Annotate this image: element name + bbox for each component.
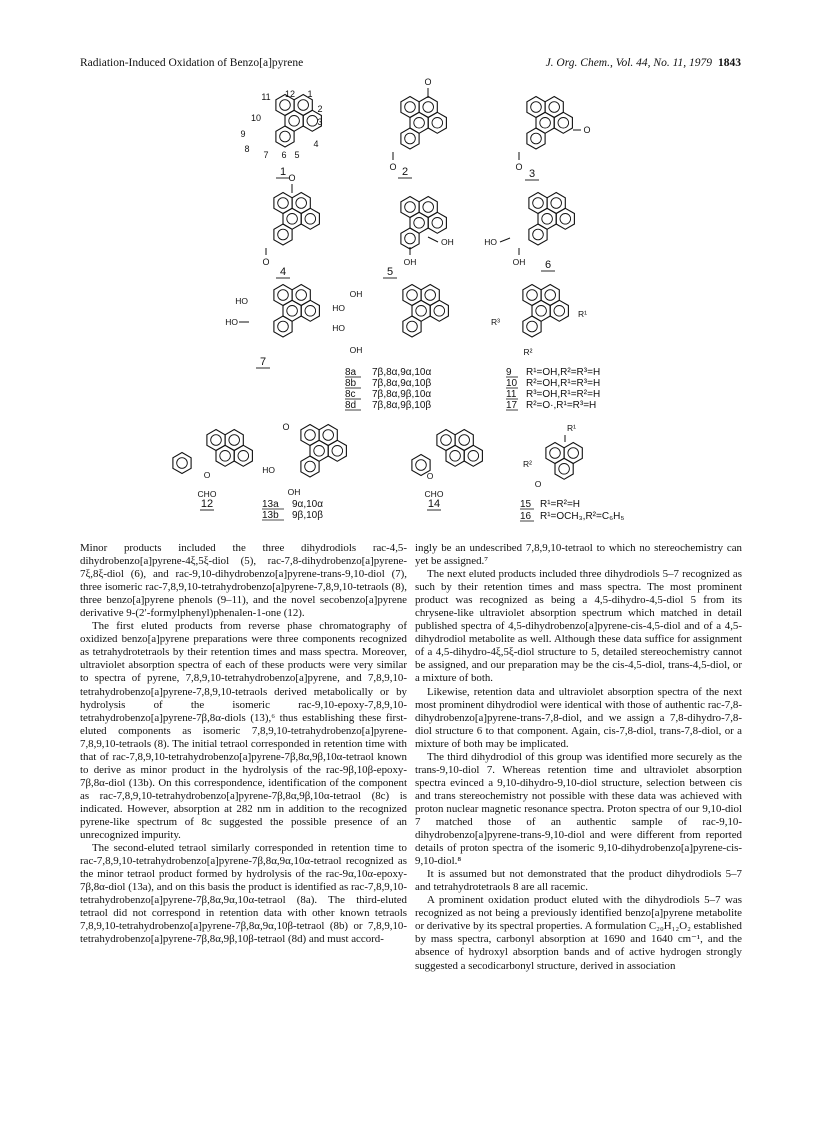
compound-number: 14 xyxy=(427,498,441,510)
ring-bond xyxy=(529,224,547,245)
aromatic-circle xyxy=(220,451,231,462)
hydroxyl-label: OH xyxy=(287,487,301,497)
running-title: Radiation-Induced Oxidation of Benzo[a]pyrene xyxy=(80,57,304,69)
hydroxyl-label: OH xyxy=(512,257,526,267)
hydroxyl-label: HO xyxy=(262,465,275,475)
ring-bond xyxy=(550,300,568,321)
phenalenone-label: 15 xyxy=(520,499,532,510)
tetraol-label: 8c xyxy=(345,389,356,400)
compound-number: 2 xyxy=(401,166,409,178)
aromatic-circle xyxy=(405,202,416,213)
ring-bond xyxy=(276,126,294,147)
aromatic-circle xyxy=(298,100,309,111)
aromatic-circle xyxy=(305,430,316,441)
aromatic-circle xyxy=(416,460,427,471)
aromatic-circle xyxy=(407,321,418,332)
aromatic-circle xyxy=(432,118,443,129)
aromatic-circle xyxy=(527,321,538,332)
compound-number: 7 xyxy=(259,356,267,368)
substituent-r2: R² xyxy=(523,347,533,357)
ring-bond xyxy=(301,456,319,477)
aldehyde-label: CHO xyxy=(424,489,444,499)
ring-bond xyxy=(464,445,482,466)
locant-number: 1 xyxy=(307,89,313,99)
aromatic-circle xyxy=(296,290,307,301)
aromatic-circle xyxy=(305,214,316,225)
compound-5 xyxy=(383,197,454,279)
phenol-label: 10 xyxy=(506,378,518,389)
aromatic-circle xyxy=(177,458,188,469)
substituent-r2: R² xyxy=(523,459,532,469)
locant-number: 9 xyxy=(240,129,246,139)
substituent-descriptor: R²=O·,R¹=R³=H xyxy=(526,400,597,411)
paragraph: The second-eluted tetraol similarly corresponded in retention time to rac-7,8,9,10-tetrahydrobenzo[a]pyrene-7β,8α,9α,10α-tetraol recognized as the minor tetraol product formed by hydrolysis of the rac-9α,10α-epoxy-7β,8α-diol (13a), and on this basis the product is identified as rac-7,8,9,10-tetrahydrobenzo[a]pyrene-7β,8α,9α,10α-tetraol (8a). The third-eluted tetraol did not correspond in retention data with other known tetraols 7,8,9,10-tetrahydrobenzo[a]pyrene-7β,8α,9α,10β-tetraol (8b) or 7,8,9,10-tetrahydrobenzo[a]pyrene-7β,8α,9β,10β-tetraol (8d) and must accord- xyxy=(80,842,407,946)
aromatic-circle xyxy=(289,116,300,127)
phenol-label: 11 xyxy=(506,389,517,400)
hydroxyl-label: HO xyxy=(225,317,238,327)
hydroxyl-label: OH xyxy=(349,289,363,299)
hydroxyl-label: OH xyxy=(349,345,363,355)
oxygen-label: O xyxy=(203,470,211,480)
aromatic-circle xyxy=(549,102,560,113)
aromatic-circle xyxy=(229,435,240,446)
oxygen-label: O xyxy=(534,479,542,489)
text-column-left xyxy=(80,542,407,946)
citation-text: J. Org. Chem., Vol. 44, No. 11, 1979 xyxy=(545,57,712,69)
aromatic-circle xyxy=(307,116,318,127)
paragraph: Minor products included the three dihydrodiols rac-4,5-dihydrobenzo[a]pyrene-4ξ,5ξ-diol (5), rac-7,8-dihydrobenzo[a]pyrene-7ξ,8ξ-diol (6), and rac-9,10-dihydrobenzo[a]pyrene-trans-9,10-diol (7), three isomeric rac-7,8,9,10-tetrahydrobenzo[a]pyrene-7,8,9,10-tetraols (8), three benzo[a]pyrene phenols (9–11), and the novel secobenzo[a]pyrene derivative 9-(2′-formylphenyl)phenalen-1-one (12). xyxy=(80,542,407,620)
locant-number: 11 xyxy=(261,92,271,102)
oxygen-label: O xyxy=(583,125,591,135)
ring-bond xyxy=(234,445,252,466)
aromatic-circle xyxy=(568,448,579,459)
page-number: 1843 xyxy=(718,57,741,69)
oxygen-label: O xyxy=(515,162,523,172)
ring-bond xyxy=(523,316,541,337)
stereo-descriptor: 7β,8α,9α,10β xyxy=(372,378,432,389)
aromatic-circle xyxy=(305,461,316,472)
aldehyde-label: CHO xyxy=(197,489,217,499)
compound-1 xyxy=(240,89,322,178)
paragraph: Likewise, retention data and ultraviolet absorption spectra of the next most prominent dihydrodiol were identical with those of authentic rac-7,8-dihydrobenzo[a]pyrene-trans-7,8-diol, and we assign a 7,8-dihydro-7,8-diol structure 6 to that component. Again, cis-7,8-diol, trans-7,8-diol, or a mixture of both may be implicated. xyxy=(415,685,742,750)
aromatic-circle xyxy=(278,321,289,332)
aromatic-circle xyxy=(278,198,289,209)
aromatic-circle xyxy=(531,102,542,113)
aromatic-circle xyxy=(450,451,461,462)
ring-bond xyxy=(527,128,545,149)
compound-7 xyxy=(225,285,319,369)
phenol-label: 9 xyxy=(506,367,512,378)
compound-2 xyxy=(389,77,446,178)
ring-bond xyxy=(328,440,346,461)
aromatic-circle xyxy=(527,290,538,301)
ring-bond xyxy=(401,128,419,149)
ring-bond xyxy=(301,300,319,321)
substituent-descriptor: R¹=OCH₃,R²=C₆H₅ xyxy=(540,511,625,522)
substituent-r3: R³ xyxy=(491,317,500,327)
ring-bond xyxy=(430,300,448,321)
aromatic-circle xyxy=(425,290,436,301)
compound-15-16 xyxy=(520,423,624,522)
aromatic-circle xyxy=(559,464,570,475)
aromatic-circle xyxy=(280,100,291,111)
ring-bond xyxy=(216,445,234,466)
aromatic-circle xyxy=(542,214,553,225)
substituent-descriptor: R¹=R²=H xyxy=(540,499,581,510)
ring-bond xyxy=(554,112,572,133)
substituent-bond xyxy=(500,238,510,242)
substituent-r1: R¹ xyxy=(567,423,576,433)
locant-number: 6 xyxy=(281,150,287,160)
stereo-descriptor: 7β,8α,9α,10α xyxy=(372,367,432,378)
structures-figure xyxy=(0,77,821,535)
aromatic-circle xyxy=(278,290,289,301)
aromatic-circle xyxy=(287,306,298,317)
ring-bond xyxy=(428,212,446,233)
aromatic-circle xyxy=(416,306,427,317)
aromatic-circle xyxy=(314,446,325,457)
compound-12 xyxy=(173,430,253,511)
compound-3 xyxy=(515,97,590,181)
aromatic-circle xyxy=(554,306,565,317)
paragraph: ingly be an undescribed 7,8,9,10-tetraol to which no stereochemistry can yet be assigned.⁷ xyxy=(415,542,742,568)
compound-13 xyxy=(262,422,346,521)
aromatic-circle xyxy=(305,306,316,317)
aromatic-circle xyxy=(459,435,470,446)
stereo-descriptor: 9β,10β xyxy=(292,510,323,521)
substituent-bond xyxy=(428,237,438,242)
aromatic-circle xyxy=(434,306,445,317)
locant-number: 5 xyxy=(294,150,300,160)
oxygen-label: O xyxy=(288,173,296,183)
ring-bond xyxy=(274,224,292,245)
ring-bond xyxy=(446,445,464,466)
aromatic-circle xyxy=(550,448,561,459)
aromatic-circle xyxy=(323,430,334,441)
compound-4 xyxy=(262,173,319,278)
aromatic-circle xyxy=(287,214,298,225)
compound-number: 5 xyxy=(386,266,394,278)
aromatic-circle xyxy=(296,198,307,209)
aromatic-circle xyxy=(533,229,544,240)
paragraph: A prominent oxidation product eluted with the dihydrodiols 5–7 was recognized as not being a previously identified benzo[a]pyrene metabolite or derivative by its spectral properties. A formulation C₂₀H₁₂O₂ established by mass spectra, carbonyl absorption at 1690 and 1640 cm⁻¹, and the absence of hydroxyl absorption bands and of active hydrogen strongly suggested a secodicarbonyl structure, derived in association xyxy=(415,894,742,972)
ring-bond xyxy=(556,208,574,229)
aromatic-circle xyxy=(432,218,443,229)
substituent-descriptor: R¹=OH,R²=R³=H xyxy=(526,367,601,378)
aromatic-circle xyxy=(551,198,562,209)
aromatic-circle xyxy=(405,102,416,113)
hydroxyl-label: HO xyxy=(484,237,497,247)
aromatic-circle xyxy=(332,446,343,457)
hydroxyl-label: HO xyxy=(332,303,345,313)
compound-number: 3 xyxy=(528,168,536,180)
aromatic-circle xyxy=(280,131,291,142)
stereo-descriptor: 7β,8α,9β,10β xyxy=(372,400,432,411)
ring-bond xyxy=(274,316,292,337)
substituent-r1: R¹ xyxy=(578,309,587,319)
ring-bond xyxy=(401,228,419,249)
aromatic-circle xyxy=(531,133,542,144)
tetraol-label: 8a xyxy=(345,367,357,378)
phenol-label: 17 xyxy=(506,400,518,411)
locant-number: 10 xyxy=(250,113,262,123)
aromatic-circle xyxy=(533,198,544,209)
tetraol-label: 8b xyxy=(345,378,357,389)
ring-bond xyxy=(173,453,191,474)
aromatic-circle xyxy=(558,118,569,129)
aromatic-circle xyxy=(441,435,452,446)
stereo-descriptor: 9α,10α xyxy=(292,499,324,510)
substituent-descriptor: R²=OH,R¹=R³=H xyxy=(526,378,601,389)
aromatic-circle xyxy=(414,218,425,229)
aromatic-circle xyxy=(545,290,556,301)
hydroxyl-label: HO xyxy=(235,296,248,306)
ring-bond xyxy=(428,112,446,133)
hydroxyl-label: OH xyxy=(441,237,454,247)
ring-bond xyxy=(301,208,319,229)
compound-number: 4 xyxy=(279,266,287,278)
paragraph: It is assumed but not demonstrated that the product dihydrodiols 5–7 and tetrahydrotetraols 8 are all racemic. xyxy=(415,868,742,894)
ring-bond xyxy=(555,458,573,479)
aromatic-circle xyxy=(405,233,416,244)
aromatic-circle xyxy=(238,451,249,462)
aromatic-circle xyxy=(423,202,434,213)
aromatic-circle xyxy=(540,118,551,129)
oxygen-label: O xyxy=(424,77,432,87)
stereo-descriptor: 7β,8α,9β,10α xyxy=(372,389,432,400)
structures-svg xyxy=(0,77,821,535)
paragraph: The third dihydrodiol of this group was identified more securely as the trans-9,10-diol 7. Whereas retention time and ultraviolet absorption spectra evinced a 9,10-dihydro-9,10-diol structure, selection between cis and trans stereochemistry not possible with these data was achieved with proton nuclear magnetic resonance spectra. Proton spectra of our 9,10-diol 7 matched those of an authentic sample of rac-9,10-dihydrobenzo[a]pyrene-trans-9,10-diol and were different from reported details of proton spectra of the isomeric 9,10-dihydrobenzo[a]pyrene-cis-9,10-diol.⁸ xyxy=(415,750,742,868)
aromatic-circle xyxy=(560,214,571,225)
paragraph: The first eluted products from reverse phase chromatography of oxidized benzo[a]pyrene preparations were three components recognized as tetrahydrotetraols by their retention times and mass spectra. Moreover, ultraviolet absorption spectra of each of these products were very similar to spectra of pyrene, 7,8,9,10-tetrahydrobenzo[a]pyrene, and 7,8,9,10-tetrahydrobenzo[a]pyrene-7,8,9,10-tetraols derived metabolically or by hydrolysis of the isomeric rac-9,10-epoxy-7,8,9,10-tetrahydrobenzo[a]pyrene-7β,8α-diols (13),⁶ thus establishing these first-eluted components as isomeric 7,8,9,10-tetrahydrobenzo[a]pyrene-7,8,9,10-tetraols (8). The initial tetraol corresponded in retention time with that of rac-7,8,9,10-tetrahydrobenzo[a]pyrene-7β,8α,9β,10α-tetraol known to derive as minor product in the hydrolysis of the rac-9β,10β-epoxy-7β,8α-diol (13b). On this correspondence, identification of the component as rac-7,8,9,10-tetrahydrobenzo[a]pyrene-7β,8α,9β,10α-tetraol (8c) is indicated. However, absorption at 282 nm in addition to the recognized pyrene-like spectrum of 8c suggested the possible presence of an unrecognized impurity. xyxy=(80,620,407,842)
compound-number: 6 xyxy=(544,259,552,271)
locant-number: 8 xyxy=(244,144,250,154)
aromatic-circle xyxy=(405,133,416,144)
aromatic-circle xyxy=(414,118,425,129)
aromatic-circle xyxy=(423,102,434,113)
compound-8 xyxy=(332,285,448,412)
oxygen-label: O xyxy=(262,257,270,267)
oxygen-label: O xyxy=(389,162,397,172)
hydroxyl-label: OH xyxy=(403,257,417,267)
phenalenone-label: 16 xyxy=(520,511,532,522)
oxygen-label: O xyxy=(282,422,290,432)
aromatic-circle xyxy=(407,290,418,301)
ring-bond xyxy=(403,316,421,337)
epoxide-label: 13b xyxy=(262,510,279,521)
tetraol-label: 8d xyxy=(345,400,357,411)
journal-citation xyxy=(546,57,741,69)
compound-number: 12 xyxy=(200,498,214,510)
compound-6 xyxy=(484,193,574,272)
aromatic-circle xyxy=(468,451,479,462)
paragraph: The next eluted products included three dihydrodiols 5–7 recognized as such by their retention times and mass spectra. The most prominent product was recognized as being a 4,5-dihydro-4,5-diol 5 from its chrysene-like ultraviolet absorption spectrum which matched in detail published spectra of 4,5-dihydrobenzo[a]pyrene-cis-4,5-diol and of a 4,5-dihydrodiol metabolite as well. Although these data suffice for assignment of a 4,5-dihydro-4ξ,5ξ-diol structure to 5, detailed stereochemistry cannot be assigned, and our preparation may be the cis-4,5-diol, trans-4,5-diol, or a mixture of both. xyxy=(415,568,742,685)
hydroxyl-label: HO xyxy=(332,323,345,333)
substituent-descriptor: R³=OH,R¹=R²=H xyxy=(526,389,601,400)
text-column-right xyxy=(415,542,742,973)
compound-9-11-17 xyxy=(491,285,600,412)
epoxide-label: 13a xyxy=(262,499,279,510)
compound-14 xyxy=(412,430,483,511)
aromatic-circle xyxy=(211,435,222,446)
locant-number: 4 xyxy=(313,139,319,149)
oxygen-label: O xyxy=(426,471,434,481)
locant-number: 3 xyxy=(317,117,323,127)
aromatic-circle xyxy=(536,306,547,317)
aromatic-circle xyxy=(278,229,289,240)
locant-number: 12 xyxy=(284,89,296,99)
locant-number: 2 xyxy=(317,104,323,114)
locant-number: 7 xyxy=(263,150,269,160)
running-header xyxy=(80,57,741,73)
compound-number: 1 xyxy=(279,166,287,178)
